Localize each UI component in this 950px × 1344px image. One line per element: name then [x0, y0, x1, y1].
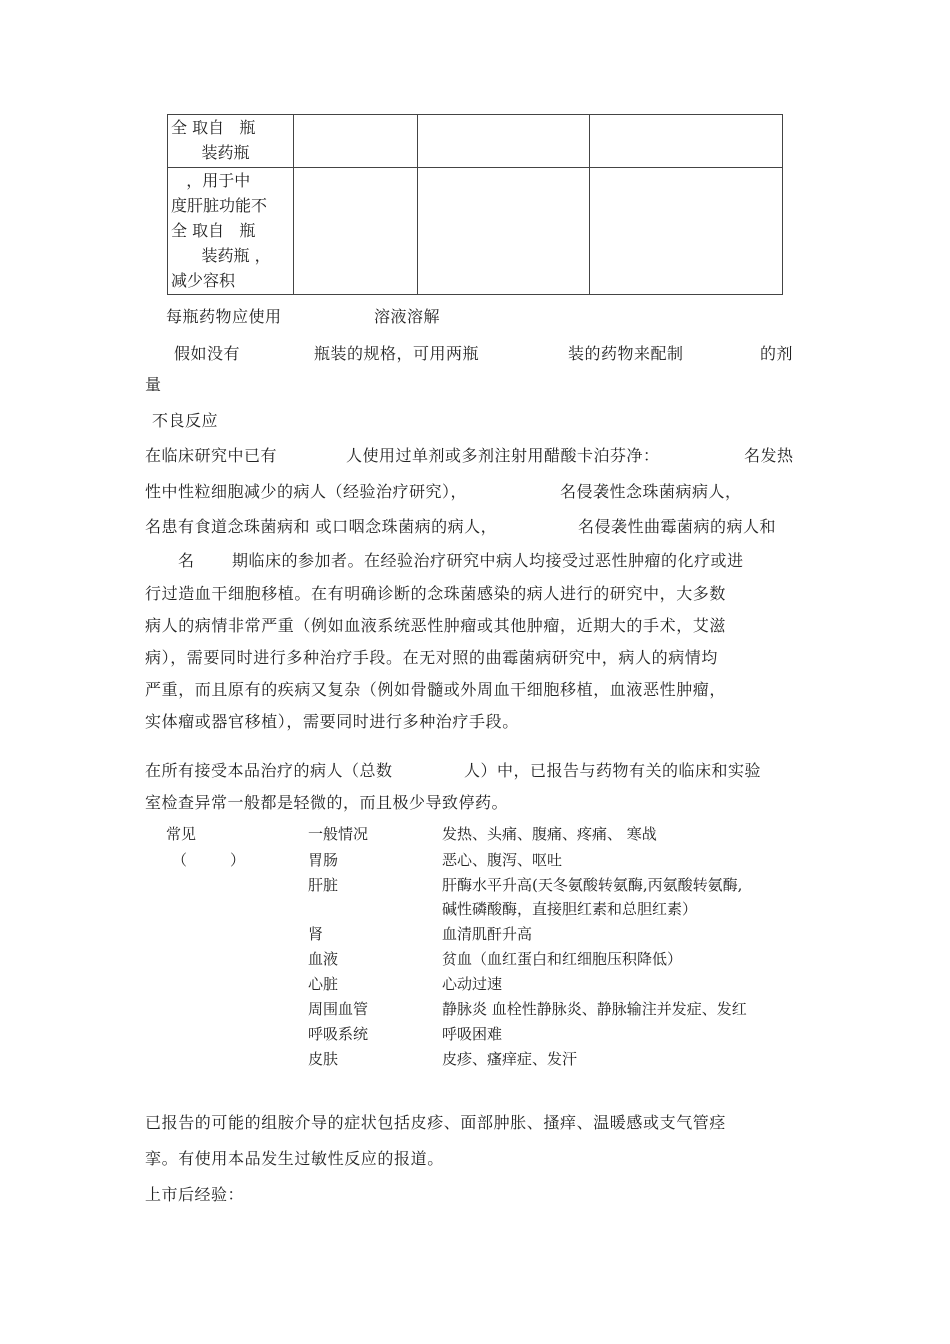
ae-effect: 肝酶水平升高(天冬氨酸转氨酶,丙氨酸转氨酶, [442, 876, 743, 894]
text-fragment: 名患有食道念珠菌病和 或口咽念珠菌病的病人， [145, 517, 498, 536]
text-line: 实体瘤或器官移植），需要同时进行多种治疗手段。 [145, 712, 519, 731]
table-cell-dose-label [168, 115, 294, 168]
text-fragment: 名侵袭性曲霉菌病的病人和 [578, 517, 777, 536]
cell-line: 装药瓶 [171, 143, 250, 162]
table-cell-empty [590, 115, 783, 168]
ae-system: 呼吸系统 [308, 1025, 369, 1043]
frequency-paren-open: （ [172, 851, 188, 869]
cell-line: 装药瓶 ， [171, 246, 271, 265]
text-fragment: 在所有接受本品治疗的病人（总数 [145, 761, 393, 780]
text-line: 严重，而且原有的疾病又复杂（例如骨髓或外周血干细胞移植，血液恶性肿瘤， [145, 680, 727, 699]
text-fragment: 在临床研究中已有 [145, 446, 278, 465]
cell-line: 减少容积 [171, 271, 236, 290]
frequency-label: 常见 [166, 825, 197, 843]
ae-effect: 静脉炎 血栓性静脉炎、静脉输注并发症、发红 [442, 1000, 747, 1018]
table-cell-empty [418, 115, 590, 168]
table-row [168, 115, 783, 168]
dose-line-part: 量 [145, 375, 162, 394]
text-line: 行过造血干细胞移植。在有明确诊断的念珠菌感染的病人进行的研究中，大多数 [145, 584, 727, 603]
ae-effect: 碱性磷酸酶，直接胆红素和总胆红素） [442, 900, 698, 918]
section-heading: 不良反应 [152, 411, 219, 430]
table-cell-empty [418, 168, 590, 295]
dose-line-part: 的剂 [760, 344, 794, 363]
ae-system: 心脏 [308, 975, 339, 993]
ae-effect: 贫血（血红蛋白和红细胞压积降低） [442, 950, 683, 968]
ae-effect: 血清肌酐升高 [442, 925, 533, 943]
section-heading: 上市后经验： [145, 1185, 245, 1204]
frequency-paren-close: ） [230, 851, 246, 869]
dose-line-part: 瓶装的规格，可用两瓶 [314, 344, 480, 363]
cell-line: ，用于中 [171, 171, 251, 190]
ae-system: 肾 [308, 925, 324, 943]
ae-system: 皮肤 [308, 1050, 339, 1068]
text-fragment: 人使用过单剂或多剂注射用醋酸卡泊芬净： [346, 446, 660, 465]
table-cell-empty [590, 168, 783, 295]
dose-line-part: 假如没有 [174, 344, 241, 363]
text-line: 病），需要同时进行多种治疗手段。在无对照的曲霉菌病研究中，病人的病情均 [145, 648, 719, 667]
ae-system: 血液 [308, 950, 339, 968]
table-cell-empty [294, 168, 418, 295]
paragraph-body [145, 578, 810, 738]
table-cell-dose-label [168, 168, 294, 295]
dose-line-part: 装的药物来配制 [568, 344, 684, 363]
dosing-table [167, 114, 783, 295]
ae-effect: 呼吸困难 [442, 1025, 503, 1043]
ae-effect: 恶心、腹泻、呕吐 [442, 851, 563, 869]
text-fragment: 名侵袭性念珠菌病病人， [560, 482, 742, 501]
ae-system: 胃肠 [308, 851, 339, 869]
table-cell-empty [294, 115, 418, 168]
text-line: 已报告的可能的组胺介导的症状包括皮疹、面部肿胀、搔痒、温暖感或支气管痉 [145, 1113, 727, 1132]
paragraph-body [145, 1105, 810, 1177]
cell-line: 度肝脏功能不 [171, 196, 268, 215]
ae-effect: 皮疹、瘙痒症、发汗 [442, 1050, 578, 1068]
dissolve-note-2: 溶液溶解 [374, 307, 441, 326]
text-fragment: 室检查异常一般都是轻微的，而且极少导致停药。 [145, 793, 509, 812]
ae-effect: 心动过速 [442, 975, 503, 993]
ae-system: 周围血管 [308, 1000, 369, 1018]
table-row [168, 168, 783, 295]
cell-line: 全 取自 瓶 [171, 221, 256, 240]
text-line: 病人的病情非常严重（例如血液系统恶性肿瘤或其他肿瘤，近期大的手术，艾滋 [145, 616, 727, 635]
dissolve-note: 每瓶药物应使用 [166, 307, 282, 326]
text-fragment: 名 [178, 551, 195, 570]
text-line: 挛。有使用本品发生过敏性反应的报道。 [145, 1149, 444, 1168]
text-fragment: 名发热 [744, 446, 794, 465]
text-fragment: 性中性粒细胞减少的病人（经验治疗研究）， [145, 482, 468, 501]
ae-system: 肝脏 [308, 876, 339, 894]
text-fragment: 期临床的参加者。在经验治疗研究中病人均接受过恶性肿瘤的化疗或进 [232, 551, 744, 570]
text-fragment: 人）中，已报告与药物有关的临床和实验 [464, 761, 762, 780]
ae-effect: 发热、头痛、腹痛、疼痛、 寒战 [442, 825, 657, 843]
cell-line: 全 取自 瓶 [171, 118, 256, 137]
ae-system: 一般情况 [308, 825, 369, 843]
